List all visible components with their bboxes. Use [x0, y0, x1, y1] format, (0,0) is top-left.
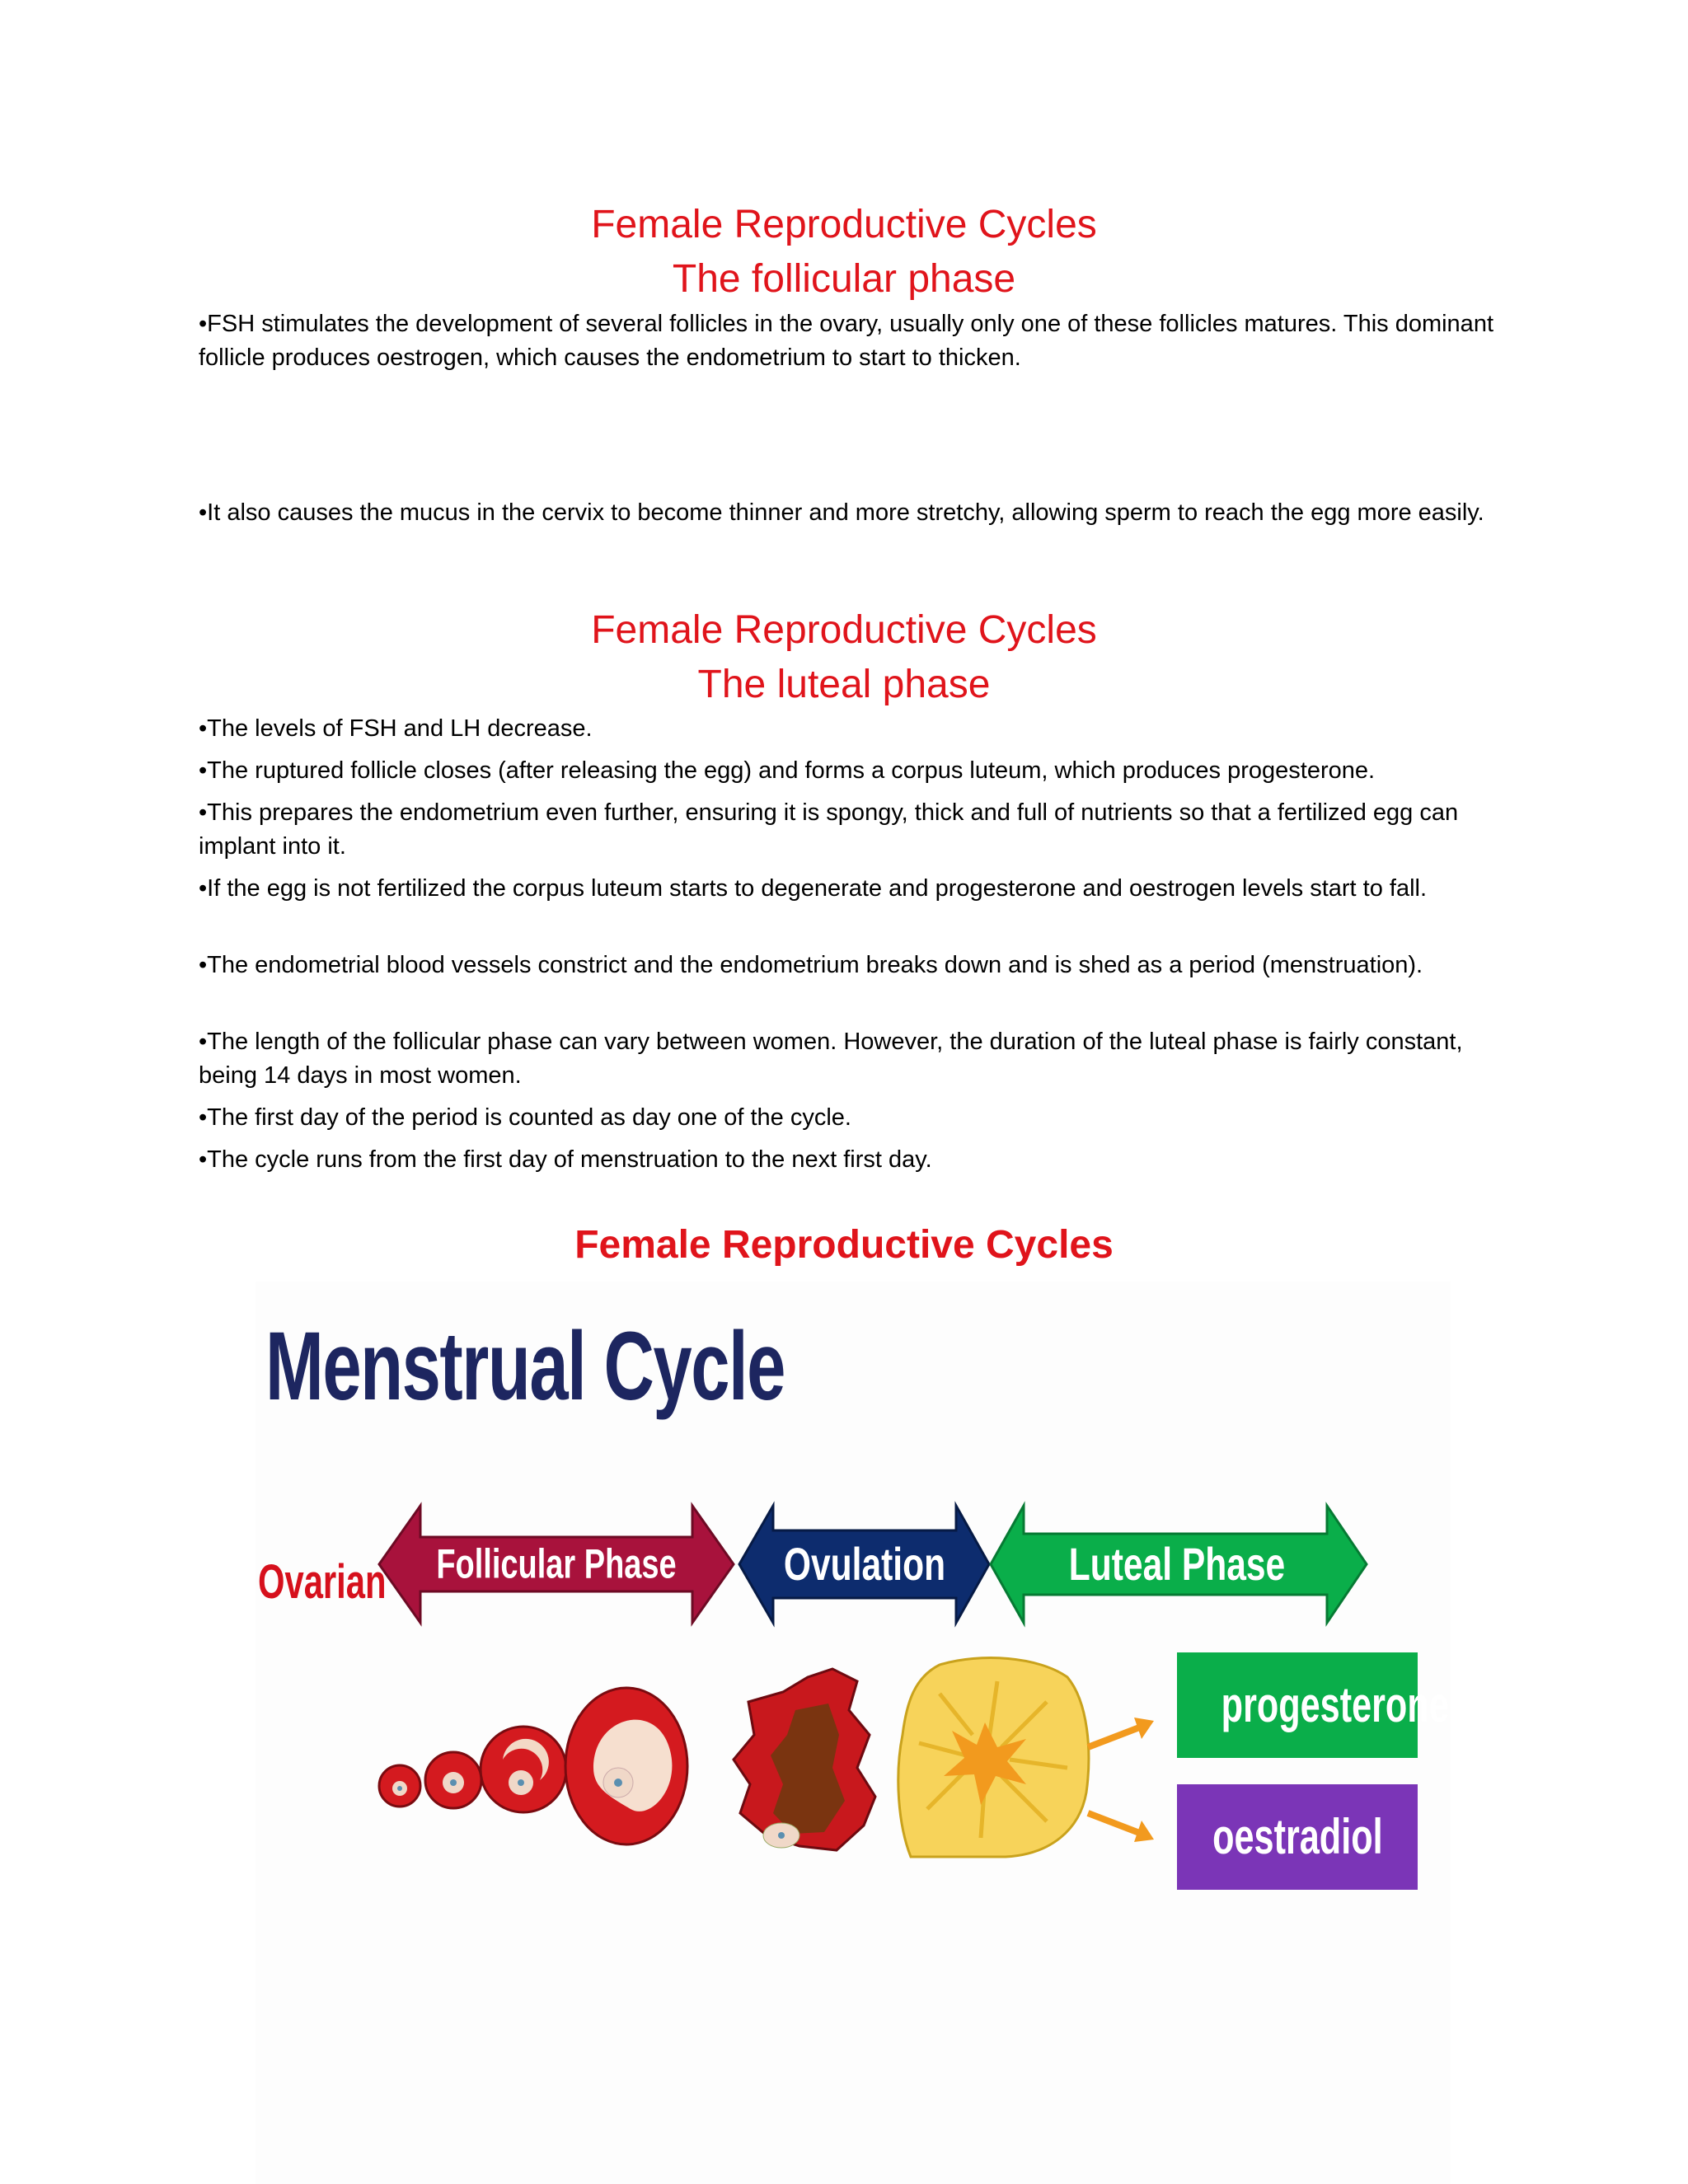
section-title-follicular: Female Reproductive Cycles: [591, 203, 1097, 246]
follicle-1-icon: [379, 1765, 420, 1807]
phase-arrows: [256, 1504, 1451, 1652]
corpus-luteum-icon: [898, 1658, 1089, 1857]
hormone-arrows: [1088, 1718, 1154, 1842]
section-title-diagram: Female Reproductive Cycles: [574, 1223, 1114, 1267]
follicular-bullet-1: •FSH stimulates the development of several follicles in the ovary, usually only one of these follicles matures. This dominant follicle produces oestrogen, which causes the endometrium to start to thicken.: [199, 311, 1493, 371]
progesterone-label: progesterone: [1221, 1677, 1449, 1732]
follicle-4-icon: [565, 1688, 687, 1844]
follicular-phase-arrow: [379, 1506, 734, 1623]
luteal-bullet-8: •The cycle runs from the first day of menstruation to the next first day.: [199, 1146, 932, 1173]
section-title-luteal: Female Reproductive Cycles: [591, 608, 1097, 652]
follicular-phase-label: Follicular Phase: [436, 1541, 677, 1587]
luteal-bullet-5: •The endometrial blood vessels constrict and the endometrium breaks down and is shed as a period (menstruation).: [199, 952, 1423, 978]
figure-title: Menstrual Cycle: [265, 1312, 785, 1421]
follicle-3-icon: [481, 1727, 566, 1812]
ovulation-label: Ovulation: [783, 1538, 946, 1591]
section-subtitle-luteal: The luteal phase: [697, 663, 991, 706]
follicular-bullet-2: •It also causes the mucus in the cervix to become thinner and more stretchy, allowing sperm to reach the egg more easily.: [199, 499, 1484, 526]
luteal-bullet-3: •This prepares the endometrium even further, ensuring it is spongy, thick and full of nutrients so that a fertilized egg can implant into it.: [199, 799, 1459, 860]
luteal-phase-label: Luteal Phase: [1068, 1538, 1286, 1591]
luteal-bullet-4: •If the egg is not fertilized the corpus luteum starts to degenerate and progesterone and oestrogen levels start to fall.: [199, 875, 1428, 902]
oestradiol-box: [1177, 1784, 1418, 1890]
luteal-bullet-6: •The length of the follicular phase can vary between women. However, the duration of the luteal phase is fairly constant, being 14 days in most women.: [199, 1029, 1463, 1089]
luteal-bullet-2: •The ruptured follicle closes (after releasing the egg) and forms a corpus luteum, which produces progesterone.: [199, 757, 1376, 784]
progesterone-box: [1177, 1652, 1449, 1758]
luteal-bullet-1: •The levels of FSH and LH decrease.: [199, 715, 593, 742]
ruptured-follicle-icon: [734, 1669, 875, 1850]
ovarian-row-label: Ovarian: [258, 1555, 387, 1609]
ovulation-arrow: [739, 1506, 989, 1623]
luteal-bullet-7: •The first day of the period is counted as day one of the cycle.: [199, 1104, 851, 1131]
follicle-2-icon: [425, 1752, 481, 1808]
menstrual-cycle-figure: [256, 1282, 1451, 2184]
luteal-phase-arrow: [991, 1506, 1367, 1623]
section-subtitle-follicular: The follicular phase: [672, 257, 1016, 301]
ovarian-illustrations: [256, 1644, 1179, 1858]
oestradiol-label: oestradiol: [1212, 1809, 1383, 1864]
